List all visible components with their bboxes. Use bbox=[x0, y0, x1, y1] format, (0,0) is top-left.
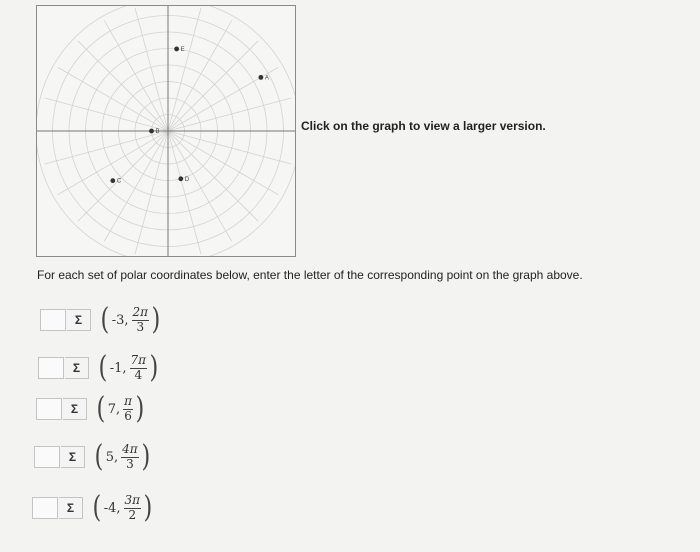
polar-grid-svg[interactable] bbox=[37, 6, 295, 256]
polar-coordinate bbox=[97, 350, 160, 385]
close-paren: ) bbox=[143, 490, 153, 525]
answer-input[interactable] bbox=[36, 398, 62, 420]
graph-point-d bbox=[178, 176, 183, 181]
coord-radius: -4, bbox=[103, 500, 121, 516]
sigma-button[interactable]: Σ bbox=[65, 357, 89, 379]
polar-graph[interactable] bbox=[36, 5, 296, 257]
sigma-button[interactable]: Σ bbox=[67, 309, 91, 331]
polar-coordinate bbox=[93, 439, 151, 474]
open-paren: ( bbox=[92, 490, 102, 525]
open-paren: ( bbox=[94, 439, 104, 474]
open-paren: ( bbox=[98, 350, 108, 385]
graph-point-e bbox=[174, 47, 179, 52]
answer-input[interactable] bbox=[34, 446, 60, 468]
coord-radius: 5, bbox=[105, 449, 119, 465]
question-row bbox=[32, 488, 154, 528]
graph-hint: Click on the graph to view a larger version. bbox=[301, 119, 546, 133]
close-paren: ) bbox=[151, 302, 161, 337]
answer-input[interactable] bbox=[40, 309, 66, 331]
question-row bbox=[36, 389, 146, 429]
point-label-d: D bbox=[184, 176, 190, 183]
point-label-b: B bbox=[155, 129, 160, 135]
sigma-button[interactable]: Σ bbox=[61, 446, 85, 468]
question-row bbox=[34, 437, 151, 477]
angle-denominator: 4 bbox=[134, 367, 143, 382]
angle-numerator: π bbox=[124, 394, 133, 409]
coord-radius: 7, bbox=[107, 401, 121, 417]
question-row bbox=[38, 348, 160, 388]
close-paren: ) bbox=[149, 350, 159, 385]
instructions-text: For each set of polar coordinates below, enter the letter of the corresponding point on the graph above. bbox=[37, 268, 583, 282]
close-paren: ) bbox=[141, 439, 150, 474]
sigma-button[interactable]: Σ bbox=[63, 398, 87, 420]
polar-coordinate bbox=[95, 391, 146, 426]
answer-input[interactable] bbox=[32, 497, 58, 519]
angle-denominator: 3 bbox=[136, 319, 145, 334]
point-label-e: E bbox=[180, 46, 185, 53]
angle-numerator: 3π bbox=[124, 493, 141, 508]
open-paren: ( bbox=[96, 391, 106, 426]
angle-denominator: 3 bbox=[126, 456, 134, 471]
polar-coordinate bbox=[91, 490, 154, 525]
angle-numerator: 4π bbox=[122, 442, 138, 457]
graph-point-c bbox=[110, 178, 115, 183]
sigma-button[interactable]: Σ bbox=[59, 497, 83, 519]
coord-angle bbox=[123, 395, 133, 422]
graph-point-a bbox=[258, 75, 263, 80]
angle-numerator: 2π bbox=[132, 305, 149, 320]
coord-angle bbox=[130, 354, 148, 381]
point-label-a: A bbox=[264, 75, 269, 82]
coord-angle bbox=[124, 494, 142, 521]
coord-radius: -1, bbox=[109, 360, 127, 376]
point-label-c: C bbox=[116, 178, 122, 185]
open-paren: ( bbox=[100, 302, 110, 337]
close-paren: ) bbox=[135, 391, 145, 426]
graph-point-b bbox=[149, 129, 154, 134]
angle-denominator: 2 bbox=[128, 507, 137, 522]
angle-numerator: 7π bbox=[130, 353, 147, 368]
coord-radius: -3, bbox=[111, 312, 129, 328]
coord-angle bbox=[132, 306, 150, 333]
polar-coordinate bbox=[99, 302, 162, 337]
answer-input[interactable] bbox=[38, 357, 64, 379]
angle-denominator: 6 bbox=[124, 408, 132, 423]
question-row bbox=[40, 300, 162, 340]
coord-angle bbox=[121, 443, 139, 470]
